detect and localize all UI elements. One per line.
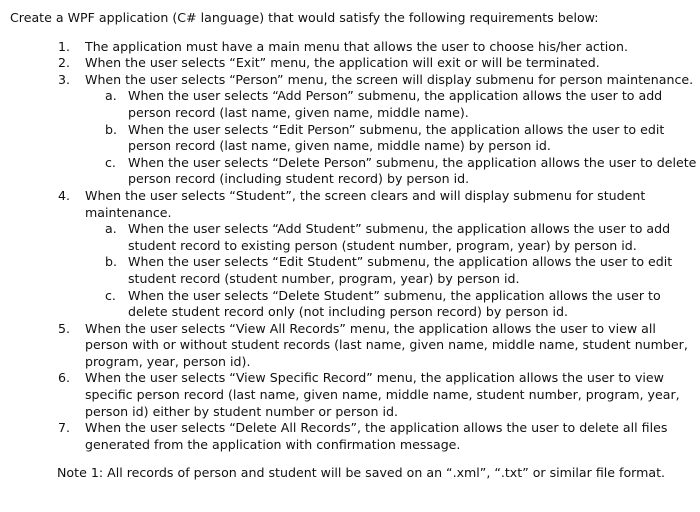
requirement-text: When the user selects “View All Records” menu, the application allows the user to view all person with or without student records (last name, given name, middle name, student number, program, year, person id). (85, 320, 688, 369)
subitem-text: When the user selects “Edit Student” submenu, the application allows the user to edit student record (student number, program, year) by person id. (128, 254, 673, 286)
subitem-text: When the user selects “Delete Person” submenu, the application allows the user to delete person record (including student record) by person id. (128, 154, 697, 187)
requirement-text: When the user selects “Delete All Records”, the application allows the user to delete all files generated from the application with confirmation message. (85, 420, 668, 452)
requirement-2 (10, 55, 700, 72)
requirement-number: 1. (58, 38, 71, 54)
requirement-4-subitems (85, 221, 700, 321)
requirement-text: The application must have a main menu that allows the user to choose his/her action. (85, 38, 628, 54)
requirement-text: When the user selects “Person” menu, the screen will display submenu for person maintenance. (85, 71, 694, 87)
note-text: Note 1: All records of person and student will be saved on an “.xml”, “.txt” or similar file format. (57, 465, 666, 481)
requirement-number: 5. (58, 320, 71, 336)
subitem-3a (85, 88, 700, 121)
requirement-1 (10, 39, 700, 56)
subitem-4a (85, 221, 700, 254)
requirement-number: 4. (58, 187, 71, 203)
requirement-6 (10, 370, 700, 420)
subitem-text: When the user selects “Add Student” submenu, the application allows the user to add student record to existing person (student number, program, year) by person id. (128, 221, 671, 253)
requirement-4 (10, 188, 700, 321)
requirement-number: 6. (58, 370, 71, 386)
intro-text: Create a WPF application (C# language) that would satisfy the following requirements below: (10, 10, 599, 25)
requirement-5 (10, 321, 700, 371)
subitem-3b (85, 122, 700, 155)
subitem-text: When the user selects “Add Person” submenu, the application allows the user to add person record (last name, given name, middle name). (128, 88, 663, 120)
requirement-number: 3. (58, 71, 71, 87)
requirement-text: When the user selects “Exit” menu, the application will exit or will be terminated. (85, 55, 600, 71)
requirement-3 (10, 72, 700, 188)
subitem-letter: c. (105, 154, 116, 170)
requirement-3-subitems (85, 88, 700, 188)
subitem-letter: a. (105, 221, 117, 237)
requirement-7 (10, 420, 700, 453)
subitem-letter: a. (105, 88, 117, 104)
subitem-letter: b. (105, 121, 117, 137)
subitem-4b (85, 254, 700, 287)
subitem-letter: c. (105, 287, 116, 303)
requirement-number: 2. (58, 55, 71, 71)
requirement-number: 7. (58, 420, 71, 436)
subitem-letter: b. (105, 254, 117, 270)
subitem-text: When the user selects “Edit Person” submenu, the application allows the user to edit person record (last name, given name, middle name) by person id. (128, 121, 665, 154)
subitem-4c (85, 288, 700, 321)
requirement-text: When the user selects “View Specific Record” menu, the application allows the user to view specific person record (last name, given name, middle name, student number, program, year, person id) either by student number or person id. (85, 370, 680, 419)
requirements-list (10, 39, 700, 454)
subitem-text: When the user selects “Delete Student” submenu, the application allows the user to delete student record only (not including person record) by person id. (128, 287, 661, 320)
requirement-text: When the user selects “Student”, the screen clears and will display submenu for student maintenance. (85, 187, 646, 220)
subitem-3c (85, 155, 700, 188)
